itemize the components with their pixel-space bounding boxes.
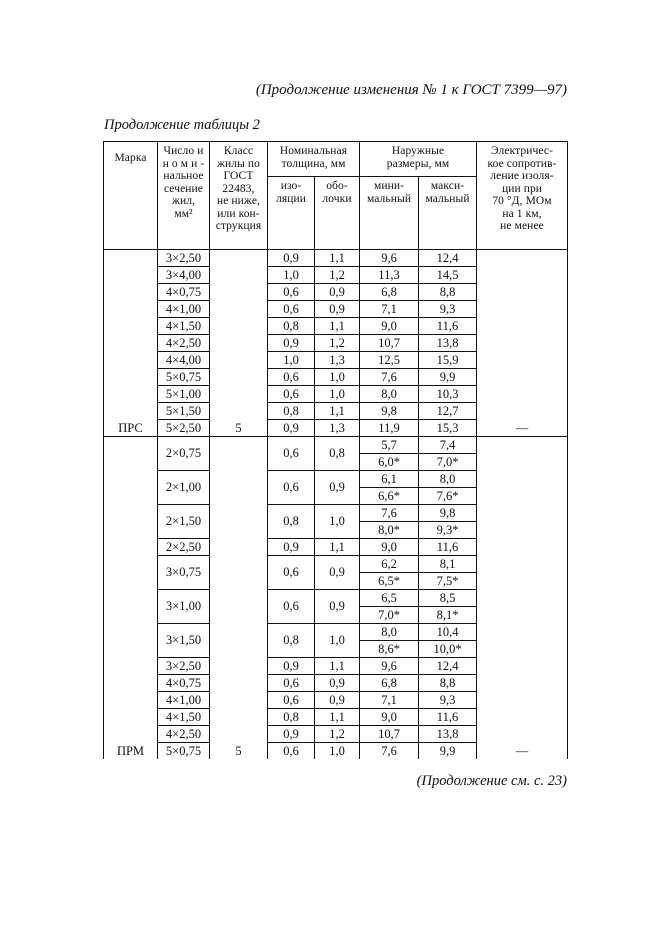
- cell-zhil: 5×1,50: [158, 403, 210, 420]
- cell-izol: 0,8: [268, 318, 315, 335]
- table-row: [104, 250, 568, 267]
- cell-izol: 0,8: [268, 709, 315, 726]
- cell-zhil: 4×1,00: [158, 301, 210, 318]
- cell-obol: 1,0: [315, 743, 360, 760]
- cell-min: 9,0: [360, 539, 419, 556]
- cell-max: 11,6: [419, 709, 477, 726]
- cell-min: 6,5*: [360, 573, 419, 590]
- cell-max: 13,8: [419, 726, 477, 743]
- cell-izol: 0,6: [268, 437, 315, 471]
- cell-min: 10,7: [360, 726, 419, 743]
- cell-obol: 0,9: [315, 284, 360, 301]
- cell-zhil: 2×2,50: [158, 539, 210, 556]
- cell-max: 8,8: [419, 284, 477, 301]
- cell-max: 12,4: [419, 250, 477, 267]
- cell-izol: 0,6: [268, 743, 315, 760]
- cell-zhil: 3×1,00: [158, 590, 210, 624]
- cell-resist: —: [477, 437, 568, 760]
- cell-min: 8,0: [360, 386, 419, 403]
- cell-max: 15,9: [419, 352, 477, 369]
- cell-obol: 1,2: [315, 335, 360, 352]
- cell-obol: 1,3: [315, 352, 360, 369]
- cell-obol: 1,0: [315, 505, 360, 539]
- cell-izol: 0,6: [268, 692, 315, 709]
- cell-max: 8,5: [419, 590, 477, 607]
- col-header-izol: изо- ляции: [268, 177, 315, 250]
- cell-min: 7,6: [360, 743, 419, 760]
- cell-zhil: 3×1,50: [158, 624, 210, 658]
- cell-obol: 1,1: [315, 709, 360, 726]
- col-header-resist: Электричес- кое сопротив- ление изоля- ции при 70 °Д, МОм на 1 км, не менее: [477, 142, 568, 250]
- cell-obol: 1,0: [315, 624, 360, 658]
- cell-min: 7,0*: [360, 607, 419, 624]
- cell-min: 9,0: [360, 318, 419, 335]
- cell-obol: 0,8: [315, 437, 360, 471]
- col-header-max: макси- мальный: [419, 177, 477, 250]
- cell-max: 7,5*: [419, 573, 477, 590]
- cell-klass: 5: [210, 250, 268, 437]
- cell-max: 7,4: [419, 437, 477, 454]
- col-header-nominal: Номинальная толщина, мм: [268, 142, 360, 177]
- cell-max: 9,3*: [419, 522, 477, 539]
- cell-max: 9,9: [419, 743, 477, 760]
- cell-min: 6,6*: [360, 488, 419, 505]
- cell-min: 10,7: [360, 335, 419, 352]
- cell-izol: 0,6: [268, 284, 315, 301]
- cell-max: 14,5: [419, 267, 477, 284]
- cell-obol: 0,9: [315, 301, 360, 318]
- cell-min: 6,5: [360, 590, 419, 607]
- cell-min: 7,6: [360, 505, 419, 522]
- cell-min: 11,9: [360, 420, 419, 437]
- col-header-zhil: Число и н о м и - нальное сечение жил, мм²: [158, 142, 210, 250]
- cell-max: 12,7: [419, 403, 477, 420]
- cell-min: 9,0: [360, 709, 419, 726]
- cell-marka: ПРС: [104, 250, 158, 437]
- cell-min: 6,1: [360, 471, 419, 488]
- cell-min: 11,3: [360, 267, 419, 284]
- cell-izol: 0,9: [268, 250, 315, 267]
- cell-max: 10,0*: [419, 641, 477, 658]
- cell-izol: 0,9: [268, 335, 315, 352]
- cell-max: 8,8: [419, 675, 477, 692]
- cell-resist: —: [477, 250, 568, 437]
- cell-min: 7,1: [360, 301, 419, 318]
- cell-zhil: 4×1,50: [158, 709, 210, 726]
- cell-zhil: 5×1,00: [158, 386, 210, 403]
- cell-max: 11,6: [419, 539, 477, 556]
- cell-zhil: 2×1,00: [158, 471, 210, 505]
- cell-max: 9,3: [419, 301, 477, 318]
- cell-zhil: 4×1,00: [158, 692, 210, 709]
- cell-zhil: 2×1,50: [158, 505, 210, 539]
- cell-izol: 0,6: [268, 556, 315, 590]
- col-header-klass: Класс жилы по ГОСТ 22483, не ниже, или кон- струкция: [210, 142, 268, 250]
- cell-zhil: 5×2,50: [158, 420, 210, 437]
- cell-max: 8,1: [419, 556, 477, 573]
- cell-izol: 0,6: [268, 369, 315, 386]
- cell-obol: 1,2: [315, 267, 360, 284]
- cell-min: 7,6: [360, 369, 419, 386]
- cell-min: 8,6*: [360, 641, 419, 658]
- cell-izol: 0,6: [268, 471, 315, 505]
- cell-min: 7,1: [360, 692, 419, 709]
- cell-max: 10,4: [419, 624, 477, 641]
- cell-zhil: 2×0,75: [158, 437, 210, 471]
- cell-izol: 0,8: [268, 624, 315, 658]
- cell-izol: 0,6: [268, 590, 315, 624]
- col-header-min: мини- мальный: [360, 177, 419, 250]
- continuation-footer: (Продолжение см. с. 23): [416, 773, 567, 789]
- cell-zhil: 4×0,75: [158, 675, 210, 692]
- cell-izol: 1,0: [268, 352, 315, 369]
- cell-obol: 0,9: [315, 692, 360, 709]
- cell-obol: 1,1: [315, 403, 360, 420]
- cell-min: 9,6: [360, 250, 419, 267]
- cell-zhil: 3×4,00: [158, 267, 210, 284]
- cell-obol: 0,9: [315, 590, 360, 624]
- cell-izol: 0,6: [268, 301, 315, 318]
- cell-min: 6,2: [360, 556, 419, 573]
- cell-min: 9,8: [360, 403, 419, 420]
- cell-izol: 0,6: [268, 386, 315, 403]
- col-header-marka: Марка: [104, 142, 158, 250]
- cell-obol: 1,1: [315, 539, 360, 556]
- cell-izol: 0,9: [268, 658, 315, 675]
- cell-izol: 0,6: [268, 675, 315, 692]
- cell-max: 9,9: [419, 369, 477, 386]
- cell-min: 8,0: [360, 624, 419, 641]
- col-header-outer: Наружные размеры, мм: [360, 142, 477, 177]
- cell-max: 7,0*: [419, 454, 477, 471]
- cell-max: 8,1*: [419, 607, 477, 624]
- cell-zhil: 4×2,50: [158, 335, 210, 352]
- cell-izol: 1,0: [268, 267, 315, 284]
- cell-max: 10,3: [419, 386, 477, 403]
- cell-obol: 1,2: [315, 726, 360, 743]
- cell-izol: 0,9: [268, 539, 315, 556]
- cell-obol: 1,1: [315, 250, 360, 267]
- cell-max: 11,6: [419, 318, 477, 335]
- cell-izol: 0,8: [268, 403, 315, 420]
- cell-max: 15,3: [419, 420, 477, 437]
- cell-min: 6,8: [360, 284, 419, 301]
- continuation-header: (Продолжение изменения № 1 к ГОСТ 7399—97): [255, 82, 567, 98]
- cell-obol: 1,1: [315, 318, 360, 335]
- cell-zhil: 5×0,75: [158, 743, 210, 760]
- cell-max: 7,6*: [419, 488, 477, 505]
- cell-zhil: 3×2,50: [158, 250, 210, 267]
- cell-min: 9,6: [360, 658, 419, 675]
- cell-zhil: 4×0,75: [158, 284, 210, 301]
- cell-obol: 1,0: [315, 369, 360, 386]
- cell-zhil: 5×0,75: [158, 369, 210, 386]
- col-header-obol: обо- лочки: [315, 177, 360, 250]
- table-row: [104, 437, 568, 454]
- cell-zhil: 3×0,75: [158, 556, 210, 590]
- table-subtitle: Продолжение таблицы 2: [104, 117, 260, 133]
- cell-izol: 0,8: [268, 505, 315, 539]
- cell-min: 8,0*: [360, 522, 419, 539]
- cell-klass: 5: [210, 437, 268, 760]
- cell-zhil: 4×1,50: [158, 318, 210, 335]
- cell-marka: ПРМ: [104, 437, 158, 760]
- cell-zhil: 4×4,00: [158, 352, 210, 369]
- cell-min: 6,0*: [360, 454, 419, 471]
- cell-obol: 0,9: [315, 471, 360, 505]
- cell-izol: 0,9: [268, 726, 315, 743]
- cell-izol: 0,9: [268, 420, 315, 437]
- cell-obol: 1,0: [315, 386, 360, 403]
- cell-obol: 0,9: [315, 675, 360, 692]
- cell-max: 8,0: [419, 471, 477, 488]
- cell-max: 12,4: [419, 658, 477, 675]
- cell-max: 13,8: [419, 335, 477, 352]
- cell-obol: 1,1: [315, 658, 360, 675]
- cell-obol: 0,9: [315, 556, 360, 590]
- cell-min: 12,5: [360, 352, 419, 369]
- cell-zhil: 3×2,50: [158, 658, 210, 675]
- cell-obol: 1,3: [315, 420, 360, 437]
- cell-min: 5,7: [360, 437, 419, 454]
- cell-max: 9,8: [419, 505, 477, 522]
- cell-max: 9,3: [419, 692, 477, 709]
- cell-min: 6,8: [360, 675, 419, 692]
- cable-table: [103, 141, 568, 759]
- cell-zhil: 4×2,50: [158, 726, 210, 743]
